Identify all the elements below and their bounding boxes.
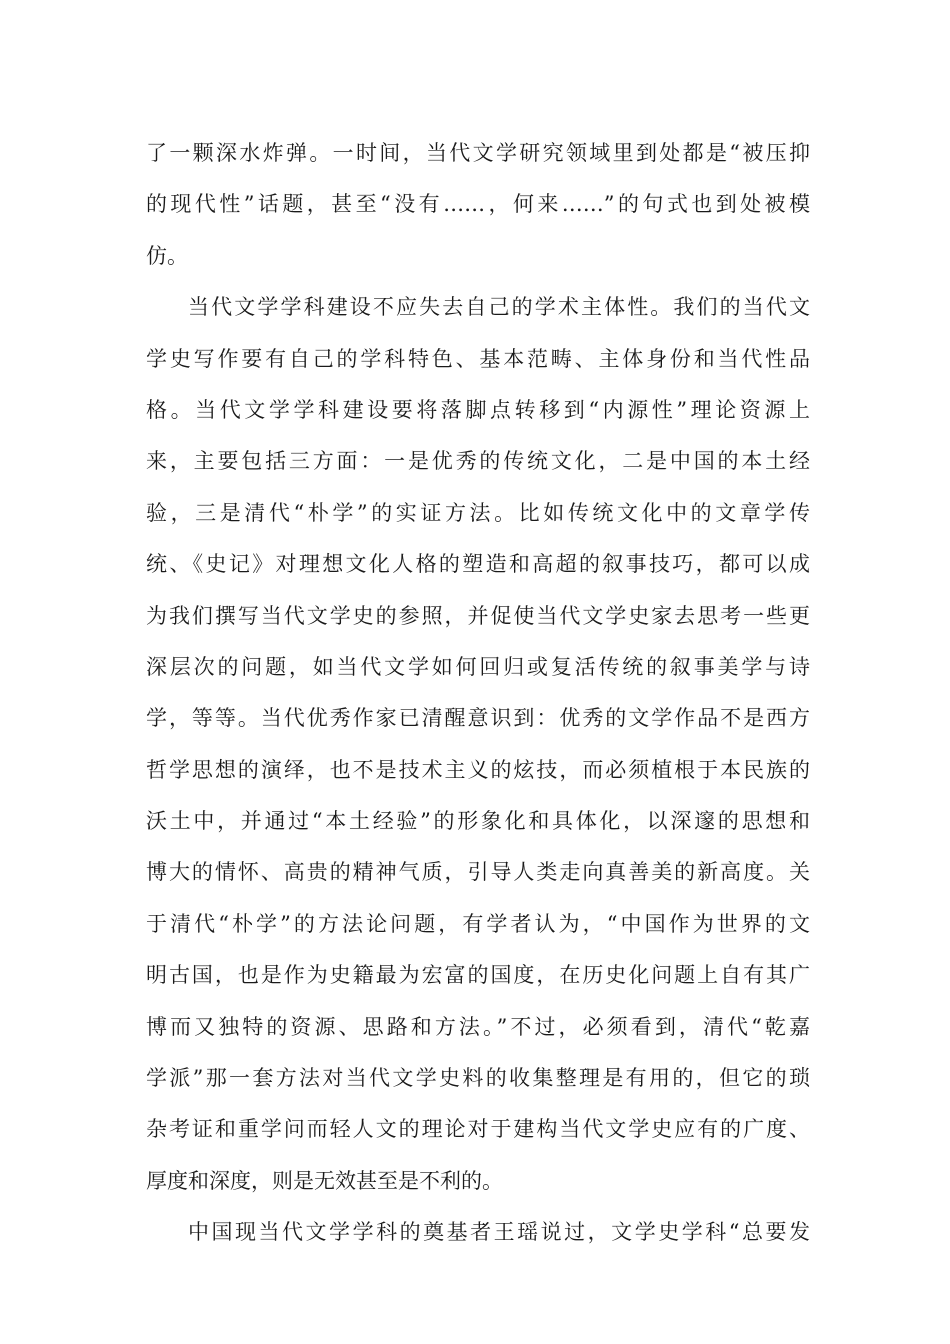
paragraph-line: 验，三是清代“朴学”的实证方法。比如传统文化中的文章学传 [146,500,810,525]
paragraph-line: 来，主要包括三方面：一是优秀的传统文化，二是中国的本土经 [146,449,810,474]
paragraph-line: 深层次的问题，如当代文学如何回归或复活传统的叙事美学与诗 [146,654,810,679]
paragraph-line: 当代文学学科建设不应失去自己的学术主体性。我们的当代文 [188,295,810,320]
paragraph-line: 哲学思想的演绎，也不是技术主义的炫技，而必须植根于本民族的 [146,757,810,782]
paragraph-line: 统、《史记》对理想文化人格的塑造和高超的叙事技巧，都可以成 [146,552,810,577]
paragraph-line: 博而又独特的资源、思路和方法。”不过，必须看到，清代“乾嘉 [146,1014,810,1039]
paragraph-line: 学派”那一套方法对当代文学史料的收集整理是有用的，但它的琐 [146,1066,810,1091]
paragraph-line: 学史写作要有自己的学科特色、基本范畴、主体身份和当代性品 [146,346,810,371]
paragraph-3 [146,1207,810,1258]
paragraph-line: 学，等等。当代优秀作家已清醒意识到：优秀的文学作品不是西方 [146,706,810,731]
paragraph-1 [146,128,810,282]
paragraph-line: 为我们撰写当代文学史的参照，并促使当代文学史家去思考一些更 [146,603,810,628]
paragraph-line: 中国现当代文学学科的奠基者王瑶说过，文学史学科“总要发 [188,1220,810,1245]
paragraph-line: 沃土中，并通过“本土经验”的形象化和具体化，以深邃的思想和 [146,809,810,834]
paragraph-line: 了一颗深水炸弹。一时间，当代文学研究领域里到处都是“被压抑 [146,141,810,165]
paragraph-line: 格。当代文学学科建设要将落脚点转移到“内源性”理论资源上 [146,397,810,422]
paragraph-line: 杂考证和重学问而轻人文的理论对于建构当代文学史应有的广度、 [146,1117,810,1142]
body-text [146,128,810,1259]
paragraph-line: 博大的情怀、高贵的精神气质，引导人类走向真善美的新高度。关 [146,860,810,885]
paragraph-line: 于清代“朴学”的方法论问题，有学者认为，“中国作为世界的文 [146,911,810,936]
paragraph-line: 仿。 [146,243,188,268]
paragraph-line: 明古国，也是作为史籍最为宏富的国度，在历史化问题上自有其广 [146,963,810,988]
paragraph-line: 的现代性”话题，甚至“没有……，何来……”的句式也到处被模 [146,192,810,217]
paragraph-line: 厚度和深度，则是无效甚至是不利的。 [146,1168,503,1193]
paragraph-2 [146,282,810,1207]
